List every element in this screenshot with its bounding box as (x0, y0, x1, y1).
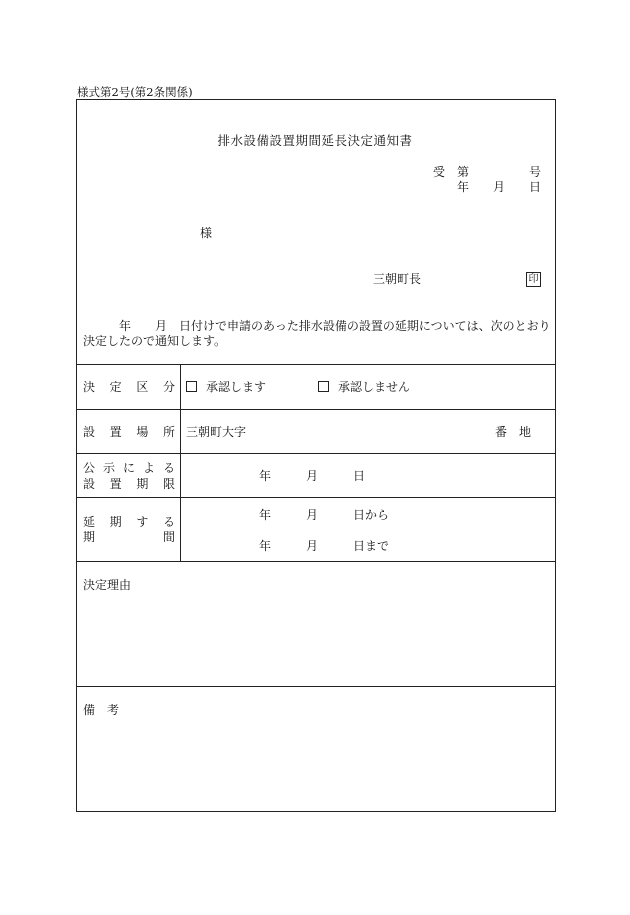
location-label-char: 設 (83, 425, 96, 439)
location-label-char: 場 (136, 425, 149, 439)
decision-label-char: 定 (109, 380, 122, 394)
deadline-label-line1-char: 示 (102, 461, 115, 475)
document-title: 排水設備設置期間延長決定通知書 (217, 133, 413, 148)
location-label-char: 所 (162, 425, 175, 439)
extension-to-year: 年 (259, 539, 272, 553)
extension-label-line1-char: 期 (109, 515, 122, 529)
deadline-label-line1-char: に (122, 461, 135, 475)
decision-label (83, 381, 175, 393)
location-label (83, 426, 175, 438)
receipt-month: 月 (493, 180, 506, 194)
extension-label-line2-char: 間 (162, 530, 175, 544)
body-text-line1: 日付けで申請のあった排水設備の設置の延期については、次のとおり (179, 319, 551, 333)
divider-location (76, 453, 556, 454)
extension-label-line2-char: 期 (83, 530, 96, 544)
receipt-ju: 受 (433, 165, 446, 179)
addressee-suffix: 様 (200, 226, 213, 240)
option-approve-label: 承認します (206, 380, 267, 394)
extension-from-month: 月 (306, 508, 319, 522)
deadline-label-line2 (83, 478, 175, 490)
location-label-char: 置 (109, 425, 122, 439)
divider-extension (76, 561, 556, 562)
checkbox-reject[interactable] (318, 381, 329, 392)
divider-deadline (76, 497, 556, 498)
extension-to-month: 月 (306, 539, 319, 553)
deadline-month: 月 (306, 469, 319, 483)
location-value: 三朝町大字 (186, 425, 247, 439)
deadline-label-line1 (83, 462, 175, 474)
reason-label: 決定理由 (83, 578, 132, 592)
receipt-dai: 第 (457, 165, 470, 179)
body-year: 年 (119, 319, 132, 333)
option-reject-label: 承認しません (338, 380, 411, 394)
remarks-label: 備 考 (83, 703, 120, 717)
extension-from-year: 年 (259, 508, 272, 522)
receipt-year: 年 (457, 180, 470, 194)
divider-decision (76, 409, 556, 410)
receipt-day: 日 (529, 180, 542, 194)
deadline-label-line2-char: 限 (162, 477, 175, 491)
label-column-divider (180, 364, 181, 561)
deadline-day: 日 (353, 469, 366, 483)
extension-label-line1-char: す (136, 515, 149, 529)
location-banchi: 番 地 (495, 425, 532, 439)
deadline-label-line1-char: よ (142, 461, 155, 475)
extension-label-line2 (83, 531, 175, 543)
extension-from-day: 日から (353, 508, 390, 522)
extension-to-day: 日まで (353, 539, 390, 553)
issuer-name: 三朝町長 (373, 272, 422, 286)
seal-mark: 印 (526, 272, 541, 287)
deadline-year: 年 (259, 469, 272, 483)
extension-label-line1 (83, 516, 175, 528)
body-month: 月 (155, 319, 168, 333)
option-approve[interactable] (186, 381, 266, 393)
checkbox-approve[interactable] (186, 381, 197, 392)
deadline-label-line1-char: る (162, 461, 175, 475)
decision-label-char: 分 (162, 380, 175, 394)
deadline-label-line2-char: 期 (136, 477, 149, 491)
notice-form-frame (76, 99, 556, 812)
extension-label-line1-char: 延 (83, 515, 96, 529)
decision-label-char: 決 (83, 380, 96, 394)
deadline-label-line2-char: 置 (109, 477, 122, 491)
divider-header (76, 364, 556, 365)
decision-label-char: 区 (136, 380, 149, 394)
option-reject[interactable] (318, 381, 410, 393)
divider-reason (76, 686, 556, 687)
deadline-label-line1-char: 公 (83, 461, 96, 475)
body-text-line2: 決定したので通知します。 (83, 334, 227, 348)
form-number-label: 様式第2号(第2条関係) (77, 85, 193, 99)
deadline-label-line2-char: 設 (83, 477, 96, 491)
extension-label-line1-char: る (162, 515, 175, 529)
receipt-go: 号 (529, 165, 542, 179)
